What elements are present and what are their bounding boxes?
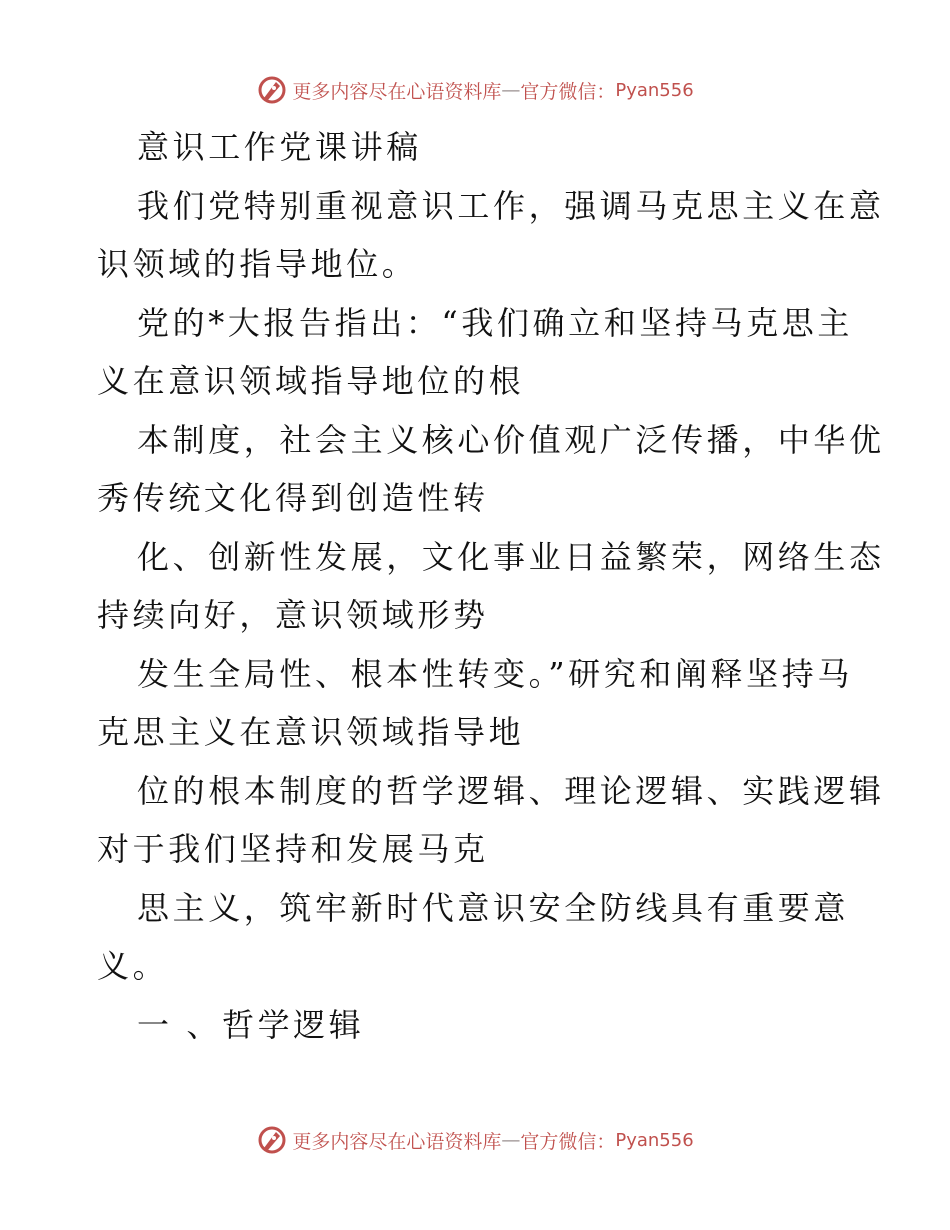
- text-line: 党的*大报告指出：“我们确立和坚持马克思主: [137, 303, 853, 342]
- document-body: [97, 118, 885, 1054]
- text-line: 我们党特别重视意识工作，强调马克思主义在意: [137, 186, 885, 225]
- pen-nib-circle-icon: [256, 1124, 288, 1156]
- text-line: 位的根本制度的哲学逻辑、理论逻辑、实践逻辑: [137, 771, 885, 810]
- watermark-dash: —: [501, 1129, 521, 1151]
- text-line: 义在意识领域指导地位的根: [97, 362, 525, 400]
- text-line: 克思主义在意识领域指导地: [97, 713, 525, 751]
- watermark-official-label: 官方微信：: [520, 80, 616, 103]
- watermark-text: 更多内容尽在心语资料库: [292, 80, 502, 103]
- footer-watermark: [0, 1122, 950, 1158]
- header-watermark: [0, 72, 950, 108]
- text-line: 对于我们坚持和发展马克: [97, 830, 489, 868]
- watermark-account: Pyan556: [615, 79, 694, 101]
- watermark-account: Pyan556: [615, 1129, 694, 1151]
- watermark-text: 更多内容尽在心语资料库: [292, 1130, 502, 1153]
- watermark-dash: —: [501, 79, 521, 101]
- text-line: 识领域的指导地位。: [97, 245, 418, 283]
- text-line: 化、创新性发展，文化事业日益繁荣，网络生态: [137, 537, 885, 576]
- text-line: 秀传统文化得到创造性转: [97, 479, 489, 517]
- pen-nib-circle-icon: [256, 74, 288, 106]
- text-line: 本制度，社会主义核心价值观广泛传播，中华优: [137, 420, 885, 459]
- text-line: 义。: [97, 947, 169, 985]
- section-heading: 一 、哲学逻辑: [137, 1005, 365, 1044]
- text-line: 发生全局性、根本性转变。”研究和阐释坚持马: [137, 654, 853, 693]
- watermark-official-label: 官方微信：: [520, 1130, 616, 1153]
- text-line: 思主义，筑牢新时代意识安全防线具有重要意: [137, 888, 850, 927]
- document-title: 意识工作党课讲稿: [137, 128, 422, 166]
- text-line: 持续向好，意识领域形势: [97, 596, 489, 634]
